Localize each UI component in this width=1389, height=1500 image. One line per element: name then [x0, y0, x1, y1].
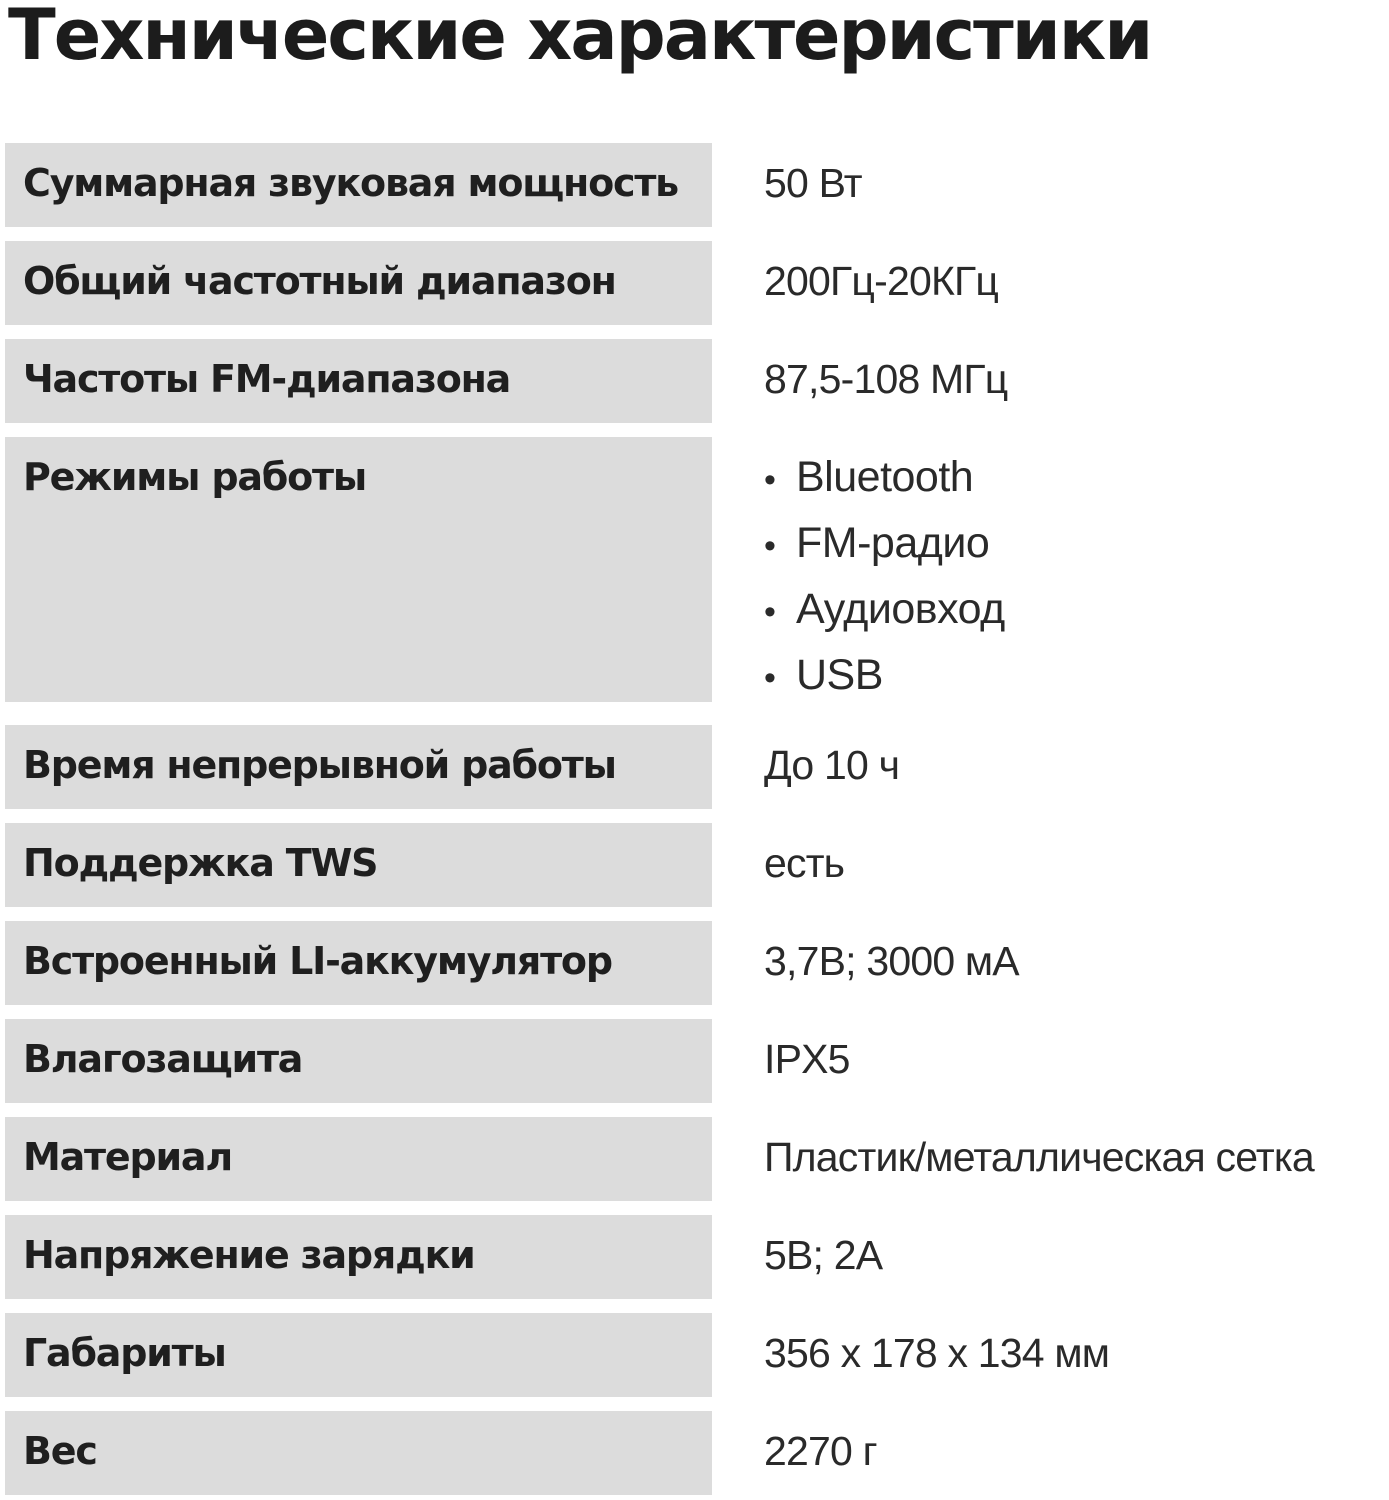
- spec-label: Напряжение зарядки: [23, 1233, 475, 1277]
- mode-label: USB: [796, 651, 883, 699]
- spec-value-cell: [764, 437, 1389, 702]
- spec-value-cell: [764, 1019, 1389, 1103]
- spec-value: IPX5: [764, 1036, 850, 1082]
- spec-row-battery: [0, 921, 1389, 1005]
- list-item: [764, 446, 1389, 512]
- spec-value-cell: [764, 143, 1389, 227]
- spec-label-cell: [5, 339, 712, 423]
- spec-label-cell: [5, 1117, 712, 1201]
- bullet-icon: •: [764, 659, 776, 697]
- spec-label: Частоты FM-диапазона: [23, 357, 511, 401]
- bullet-icon: •: [764, 593, 776, 631]
- spec-row-weight: [0, 1411, 1389, 1495]
- spec-label: Режимы работы: [23, 455, 366, 499]
- spec-label: Встроенный LI-аккумулятор: [23, 939, 612, 983]
- spec-label: Габариты: [23, 1331, 226, 1375]
- spec-row-fm-frequencies: [0, 339, 1389, 423]
- operating-modes-list: [764, 437, 1389, 710]
- list-item: [764, 578, 1389, 644]
- spec-label-cell: [5, 823, 712, 907]
- spec-value: есть: [764, 840, 845, 886]
- spec-row-total-power: [0, 143, 1389, 227]
- spec-value-cell: [764, 1117, 1389, 1201]
- spec-value-cell: [764, 1215, 1389, 1299]
- spec-value: Пластик/металлическая сетка: [764, 1134, 1314, 1180]
- spec-value-cell: [764, 823, 1389, 907]
- spec-row-operating-modes: [0, 437, 1389, 702]
- spec-row-water-protection: [0, 1019, 1389, 1103]
- list-item: [764, 512, 1389, 578]
- spec-value-cell: [764, 339, 1389, 423]
- spec-label: Материал: [23, 1135, 232, 1179]
- spec-value: 5В; 2А: [764, 1232, 883, 1278]
- spec-value: До 10 ч: [764, 742, 900, 788]
- spec-label-cell: [5, 725, 712, 809]
- spec-value: 200Гц-20КГц: [764, 258, 999, 304]
- spec-row-tws-support: [0, 823, 1389, 907]
- list-item: [764, 644, 1389, 710]
- bullet-icon: •: [764, 527, 776, 565]
- spec-value-cell: [764, 921, 1389, 1005]
- spec-value-cell: [764, 725, 1389, 809]
- spec-label: Суммарная звуковая мощность: [23, 161, 678, 205]
- spec-value: 356 х 178 х 134 мм: [764, 1330, 1110, 1376]
- spec-label-cell: [5, 1215, 712, 1299]
- spec-label-cell: [5, 437, 712, 702]
- spec-value-cell: [764, 241, 1389, 325]
- spec-row-frequency-range: [0, 241, 1389, 325]
- spec-label: Поддержка TWS: [23, 841, 378, 885]
- spec-label: Общий частотный диапазон: [23, 259, 616, 303]
- spec-label-cell: [5, 1411, 712, 1495]
- mode-label: Аудиовход: [796, 585, 1005, 633]
- page-title: Технические характеристики: [8, 0, 1152, 76]
- spec-row-runtime: [0, 725, 1389, 809]
- spec-value: 3,7В; 3000 мА: [764, 938, 1019, 984]
- spec-value-cell: [764, 1313, 1389, 1397]
- spec-row-charging-voltage: [0, 1215, 1389, 1299]
- spec-value: 2270 г: [764, 1428, 877, 1474]
- spec-row-material: [0, 1117, 1389, 1201]
- spec-label-cell: [5, 1019, 712, 1103]
- bullet-icon: •: [764, 461, 776, 499]
- spec-row-dimensions: [0, 1313, 1389, 1397]
- spec-label: Вес: [23, 1429, 97, 1473]
- spec-value: 87,5-108 МГц: [764, 356, 1008, 402]
- spec-label-cell: [5, 143, 712, 227]
- spec-value-cell: [764, 1411, 1389, 1495]
- spec-label-cell: [5, 241, 712, 325]
- spec-label-cell: [5, 1313, 712, 1397]
- spec-label-cell: [5, 921, 712, 1005]
- spec-value: 50 Вт: [764, 160, 862, 206]
- mode-label: Bluetooth: [796, 453, 974, 501]
- mode-label: FM-радио: [796, 519, 990, 567]
- spec-label: Влагозащита: [23, 1037, 303, 1081]
- spec-label: Время непрерывной работы: [23, 743, 616, 787]
